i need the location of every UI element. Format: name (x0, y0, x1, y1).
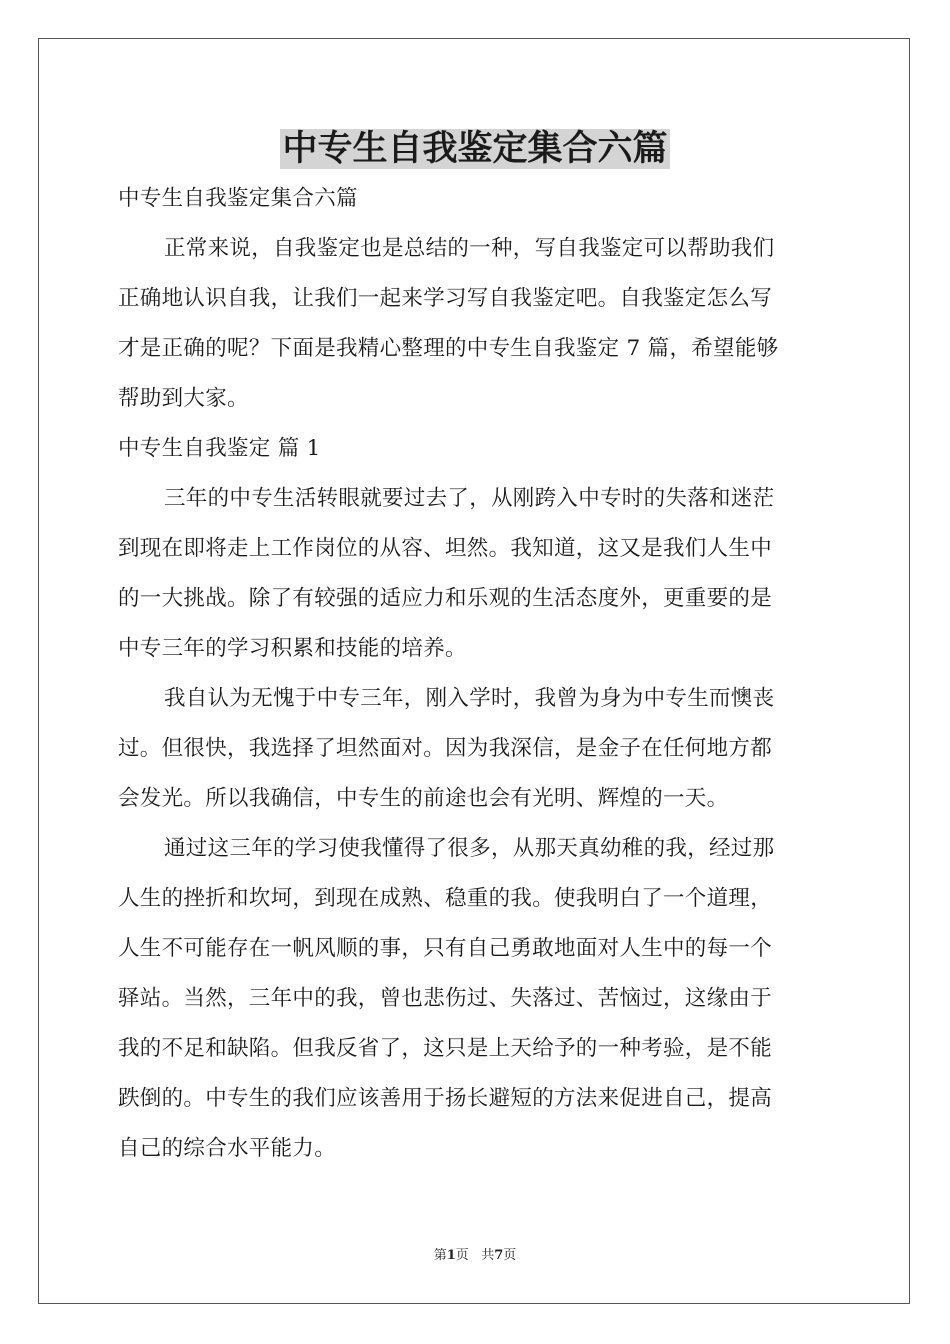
paragraph-line: 人生的挫折和坎坷，到现在成熟、稳重的我。使我明白了一个道理， (118, 886, 773, 911)
paragraph-line: 中专三年的学习积累和技能的培养。 (118, 636, 467, 661)
paragraph-line: 三年的中专生活转眼就要过去了，从刚跨入中专时的失落和迷茫 (164, 486, 775, 511)
total-prefix: 共 (481, 1248, 495, 1263)
total-suffix: 页 (503, 1248, 517, 1263)
total-pages: 7 (494, 1248, 504, 1263)
paragraph-line: 跌倒的。中专生的我们应该善用于扬长避短的方法来促进自己，提高 (118, 1086, 773, 1111)
paragraph-line: 通过这三年的学习使我懂得了很多，从那天真幼稚的我，经过那 (164, 836, 775, 861)
paragraph-line: 驿站。当然，三年中的我，曾也悲伤过、失落过、苦恼过，这缘由于 (118, 986, 773, 1011)
paragraph-line: 的一大挑战。除了有较强的适应力和乐观的生活态度外，更重要的是 (118, 586, 773, 611)
paragraph-line: 自己的综合水平能力。 (118, 1136, 337, 1161)
document-title (0, 126, 950, 172)
paragraph-line: 帮助到大家。 (118, 386, 249, 411)
paragraph-line: 人生不可能存在一帆风顺的事，只有自己勇敢地面对人生中的每一个 (118, 936, 773, 961)
paragraph-line: 正常来说，自我鉴定也是总结的一种，写自我鉴定可以帮助我们 (164, 236, 775, 261)
paragraph-line: 我自认为无愧于中专三年，刚入学时，我曾为身为中专生而懊丧 (164, 686, 775, 711)
page-footer (0, 1246, 950, 1266)
paragraph-line: 到现在即将走上工作岗位的从容、坦然。我知道，这又是我们人生中 (118, 536, 773, 561)
paragraph-line: 过。但很快，我选择了坦然面对。因为我深信，是金子在任何地方都 (118, 736, 773, 761)
paragraph-line: 我的不足和缺陷。但我反省了，这只是上天给予的一种考验，是不能 (118, 1036, 773, 1061)
paragraph-line: 才是正确的呢？下面是我精心整理的中专生自我鉴定 7 篇，希望能够 (118, 336, 779, 361)
paragraph-line: 会发光。所以我确信，中专生的前途也会有光明、辉煌的一天。 (118, 786, 729, 811)
page-number: 1 (446, 1248, 456, 1263)
document-body (118, 174, 834, 1174)
document-title-text: 中专生自我鉴定集合六篇 (282, 129, 668, 169)
paragraph-line: 正确地认识自我，让我们一起来学习写自我鉴定吧。自我鉴定怎么写 (118, 286, 773, 311)
subtitle-line: 中专生自我鉴定集合六篇 (118, 186, 358, 211)
section-heading: 中专生自我鉴定 篇 1 (118, 436, 321, 461)
page-prefix: 第 (433, 1248, 447, 1263)
page-suffix: 页 (455, 1248, 469, 1263)
